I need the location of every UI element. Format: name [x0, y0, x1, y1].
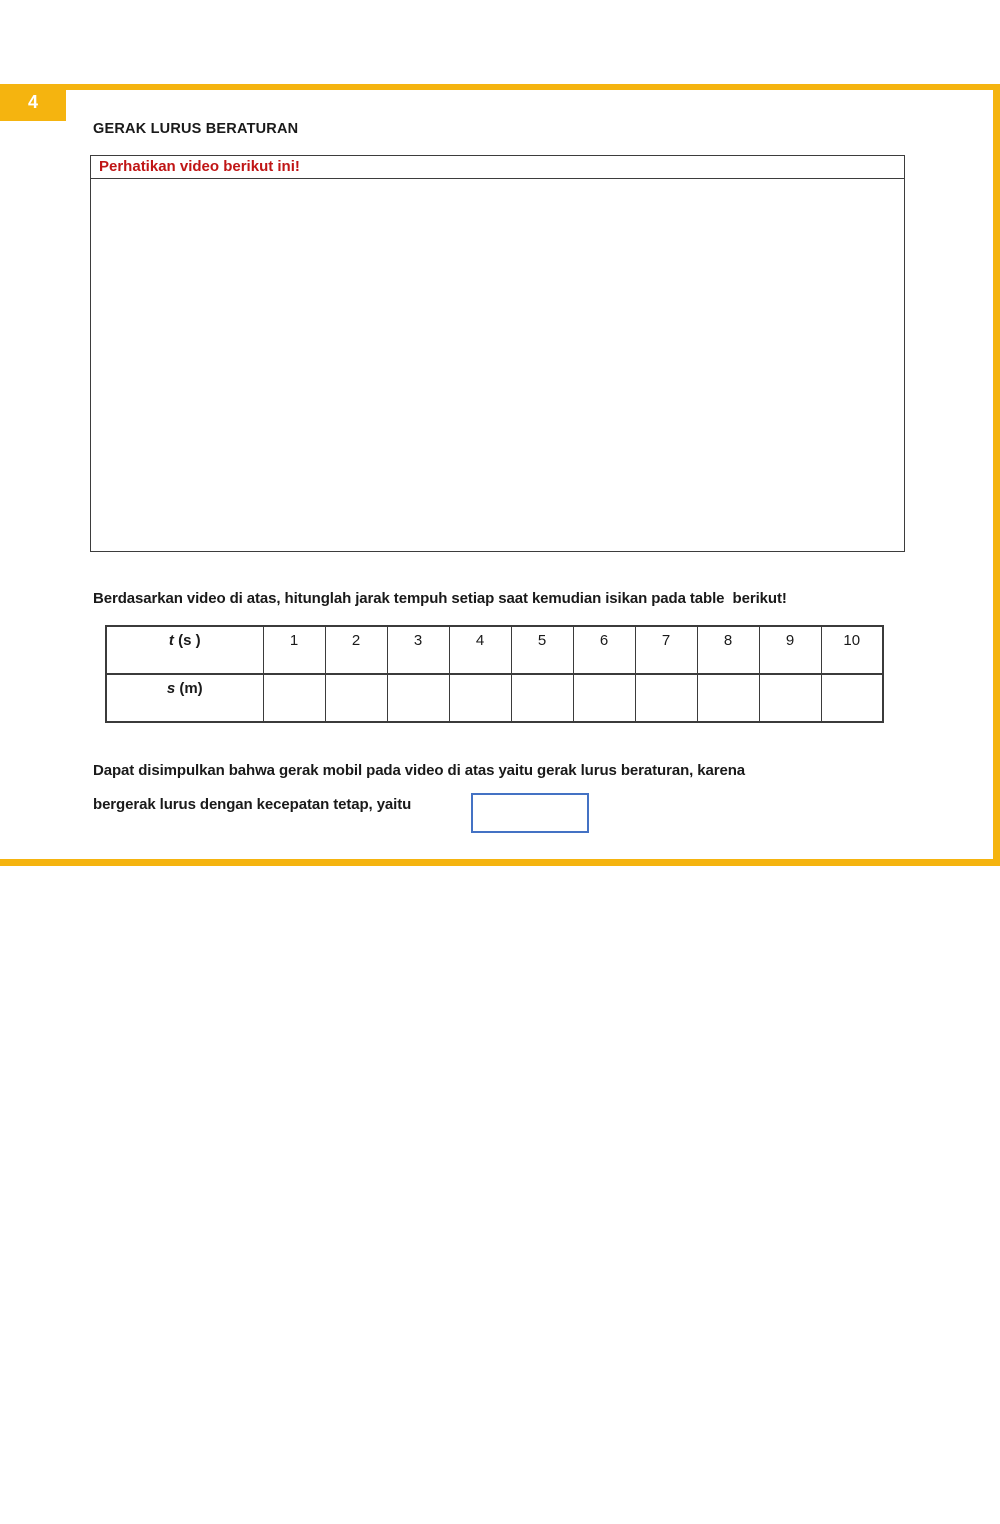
time-symbol: t — [168, 632, 174, 649]
time-row-header — [106, 626, 263, 674]
distance-input-cell[interactable] — [387, 674, 449, 722]
data-table — [105, 625, 884, 723]
time-value-cell: 2 — [325, 626, 387, 674]
distance-row — [106, 674, 883, 722]
time-value-cell: 6 — [573, 626, 635, 674]
distance-input-cell[interactable] — [759, 674, 821, 722]
conclusion-line-1: Dapat disimpulkan bahwa gerak mobil pada video di atas yaitu gerak lurus beraturan, karena — [93, 762, 746, 779]
conclusion-line-2: bergerak lurus dengan kecepatan tetap, yaitu — [93, 796, 412, 813]
time-value-cell: 3 — [387, 626, 449, 674]
time-value-cell: 4 — [449, 626, 511, 674]
time-value-cell: 5 — [511, 626, 573, 674]
distance-input-cell[interactable] — [325, 674, 387, 722]
distance-input-cell[interactable] — [697, 674, 759, 722]
distance-input-cell[interactable] — [573, 674, 635, 722]
distance-input-cell[interactable] — [635, 674, 697, 722]
page-number-badge — [0, 84, 66, 121]
instruction-text: Berdasarkan video di atas, hitunglah jarak tempuh setiap saat kemudian isikan pada table berikut! — [93, 590, 787, 607]
distance-input-cell[interactable] — [511, 674, 573, 722]
time-value-cell: 7 — [635, 626, 697, 674]
distance-symbol: s — [166, 680, 176, 697]
video-box-header: Perhatikan video berikut ini! — [91, 156, 904, 179]
distance-row-header — [106, 674, 263, 722]
page-number: 4 — [27, 92, 38, 112]
time-unit: (s ) — [178, 632, 201, 649]
time-value-cell: 8 — [697, 626, 759, 674]
velocity-answer-box[interactable] — [471, 793, 589, 833]
page-title: GERAK LURUS BERATURAN — [93, 121, 299, 137]
distance-input-cell[interactable] — [263, 674, 325, 722]
video-content-area — [91, 179, 904, 551]
time-value-cell: 1 — [263, 626, 325, 674]
time-row — [106, 626, 883, 674]
video-box — [90, 155, 905, 552]
time-value-cell: 10 — [821, 626, 883, 674]
distance-input-cell[interactable] — [449, 674, 511, 722]
time-value-cell: 9 — [759, 626, 821, 674]
distance-unit: (m) — [179, 680, 203, 697]
distance-input-cell[interactable] — [821, 674, 883, 722]
